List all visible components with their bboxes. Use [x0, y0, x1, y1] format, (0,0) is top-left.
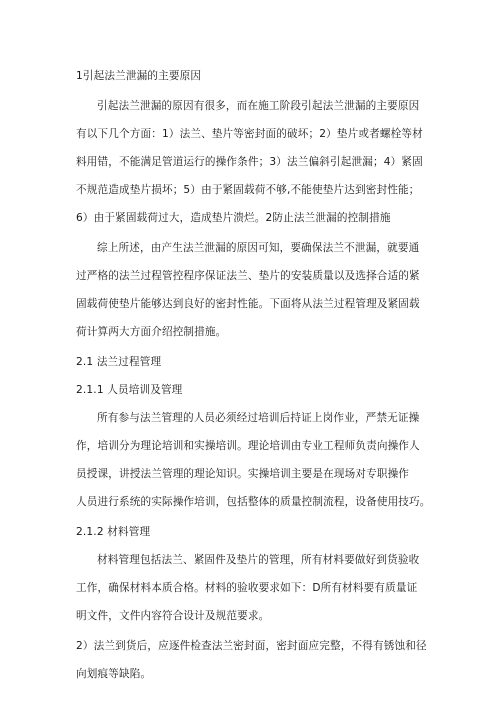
- paragraph-line: 明文件，文件内容符合设计及规范要求。: [76, 610, 270, 622]
- paragraph-line: 不规范造成垫片损坏；5）由于紧固载荷不够,不能使垫片达到密封性能；: [76, 184, 420, 196]
- paragraph-line: 引起法兰泄漏的原因有很多，而在施工阶段引起法兰泄漏的主要原因: [97, 100, 420, 112]
- paragraph-line: 有以下几个方面：1）法兰、垫片等密封面的破坏；2）垫片或者螺栓等材: [76, 128, 423, 140]
- paragraph-line: 过严格的法兰过程管控程序保证法兰、垫片的安装质量以及选择合适的紧: [76, 270, 420, 282]
- section-2-1-heading: 2.1 法兰过程管理: [76, 356, 162, 368]
- paragraph-line: 固载荷使垫片能够达到良好的密封性能。下面将从法兰过程管理及紧固载: [76, 298, 420, 310]
- paragraph-line: 2）法兰到货后，应逐件检查法兰密封面，密封面应完整，不得有锈蚀和径: [76, 640, 427, 652]
- paragraph-line: 工作，确保材料本质合格。材料的验收要求如下：D所有材料要有质量证: [76, 582, 418, 594]
- paragraph-line: 荷计算两大方面介绍控制措施。: [76, 326, 227, 338]
- paragraph-line: 人员进行系统的实际操作培训，包括整体的质量控制流程，设备使用技巧。: [76, 496, 431, 508]
- section-2-1-1-heading: 2.1.1 人员培训及管理: [76, 384, 183, 396]
- paragraph-line: 材料管理包括法兰、紧固件及垫片的管理，所有材料要做好到货验收: [97, 554, 420, 566]
- paragraph-line: 料用错，不能满足管道运行的操作条件；3）法兰偏斜引起泄漏；4）紧固: [76, 156, 423, 168]
- paragraph-line: 所有参与法兰管理的人员必须经过培训后持证上岗作业，严禁无证操: [97, 412, 420, 424]
- paragraph-line: 作，培训分为理论培训和实操培训。理论培训由专业工程师负责向操作人: [76, 440, 420, 452]
- paragraph-line: 综上所述，由产生法兰泄漏的原因可知，要确保法兰不泄漏，就要通: [97, 242, 420, 254]
- paragraph-line: 向划痕等缺陷。: [76, 668, 152, 680]
- section-1-heading: 1引起法兰泄漏的主要原因: [76, 70, 202, 82]
- section-2-1-2-heading: 2.1.2 材料管理: [76, 526, 151, 538]
- paragraph-line: 员授课，讲授法兰管理的理论知识。实操培训主要是在现场对专职操作: [76, 468, 410, 480]
- paragraph-line: 6）由于紧固载荷过大，造成垫片溃烂。2防止法兰泄漏的控制措施: [76, 212, 391, 224]
